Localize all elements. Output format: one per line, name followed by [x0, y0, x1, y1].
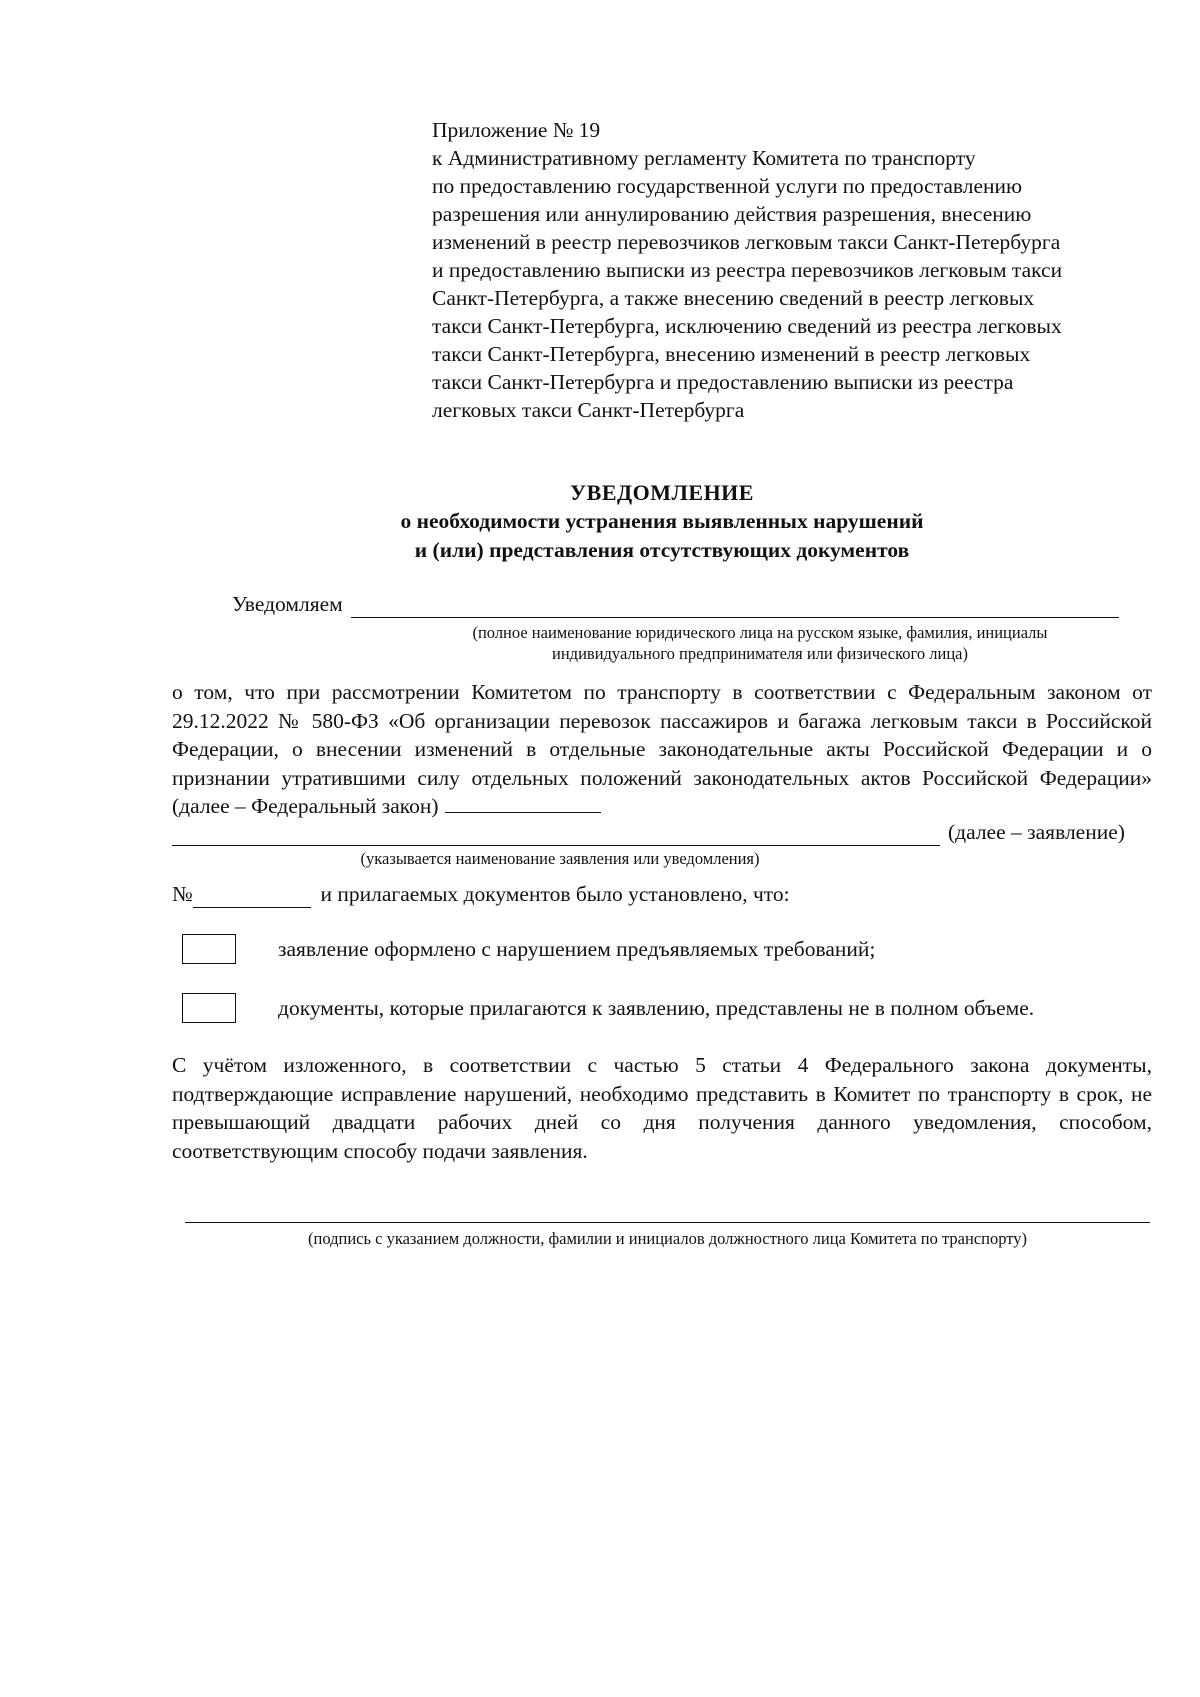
number-sign: № — [172, 882, 193, 906]
notify-row — [232, 590, 1132, 618]
appendix-line: по предоставлению государственной услуги по предоставлению — [432, 174, 1023, 198]
check-row-violation — [182, 934, 1162, 964]
title-main: УВЕДОМЛЕНИЕ — [570, 480, 754, 505]
appendix-line: Санкт-Петербурга, а также внесению сведений в реестр легковых — [432, 286, 1035, 310]
title-subtitle-line: и (или) представления отсутствующих документов — [414, 538, 910, 562]
appendix-line: к Административному регламенту Комитета по транспорту — [432, 146, 976, 170]
main-paragraph-text: о том, что при рассмотрении Комитетом по транспорту в соответствии с Федеральным законом от 29.12.2022 № 580-ФЗ «Об организации перевозок пассажиров и багажа легковым такси в Российской Федерации, о внесении изменений в отдельные законодательные акты Российской Федерации и о признании утратившими силу отдельных положений законодательных актов Российской Федерации» (далее – Федеральный закон) — [172, 680, 1152, 818]
check-label: документы, которые прилагаются к заявлению, представлены не в полном объеме. — [278, 996, 1035, 1020]
notify-label: Уведомляем — [232, 592, 343, 616]
recipient-name-field[interactable] — [351, 595, 1119, 618]
appendix-line: такси Санкт-Петербурга, исключению сведений из реестра легковых — [432, 314, 1062, 338]
appendix-line: и предоставлению выписки из реестра перевозчиков легковым такси — [432, 258, 1063, 282]
signature-caption: (подпись с указанием должности, фамилии и инициалов должностного лица Комитета по транспорту) — [308, 1229, 1027, 1248]
application-suffix: (далее – заявление) — [948, 820, 1125, 844]
incomplete-docs-checkbox[interactable] — [182, 993, 236, 1023]
application-caption: (указывается наименование заявления или уведомления) — [360, 849, 760, 868]
application-name-field[interactable] — [172, 823, 940, 846]
caption-line: индивидуального предпринимателя или физического лица) — [552, 644, 968, 663]
number-row-text: и прилагаемых документов было установлено, что: — [320, 882, 790, 906]
appendix-line: такси Санкт-Петербурга, внесению изменений в реестр легковых — [432, 342, 1031, 366]
check-label: заявление оформлено с нарушением предъявляемых требований; — [278, 937, 876, 961]
title-subtitle-line: о необходимости устранения выявленных нарушений — [400, 509, 924, 533]
appendix-line: разрешения или аннулированию действия разрешения, внесению — [432, 202, 1032, 226]
number-row — [172, 880, 1152, 908]
appendix-line: изменений в реестр перевозчиков легковым такси Санкт-Петербурга — [432, 230, 1061, 254]
appendix-line: Приложение № 19 — [432, 118, 601, 142]
signature-line[interactable] — [185, 1222, 1150, 1223]
caption-line: (полное наименование юридического лица на русском языке, фамилия, инициалы — [472, 623, 1048, 642]
application-name-field-start[interactable] — [445, 794, 601, 813]
violation-checkbox[interactable] — [182, 934, 236, 964]
main-paragraph — [172, 678, 1152, 821]
appendix-line: такси Санкт-Петербурга и предоставлению выписки из реестра — [432, 370, 1014, 394]
appendix-line: легковых такси Санкт-Петербурга — [432, 398, 745, 422]
check-row-incomplete — [182, 993, 1162, 1023]
appendix-header — [432, 116, 1152, 424]
recipient-caption — [390, 622, 1130, 664]
application-row — [172, 818, 1152, 846]
document-title — [172, 478, 1152, 565]
application-number-field[interactable] — [193, 885, 311, 908]
conclusion-paragraph: С учётом изложенного, в соответствии с частью 5 статьи 4 Федерального закона документы, подтверждающие исправление нарушений, необходимо представить в Комитет по транспорту в срок, не превышающий двадцати рабочих дней со дня получения данного уведомления, способом, соответствующим способу подачи заявления. — [172, 1053, 1152, 1163]
